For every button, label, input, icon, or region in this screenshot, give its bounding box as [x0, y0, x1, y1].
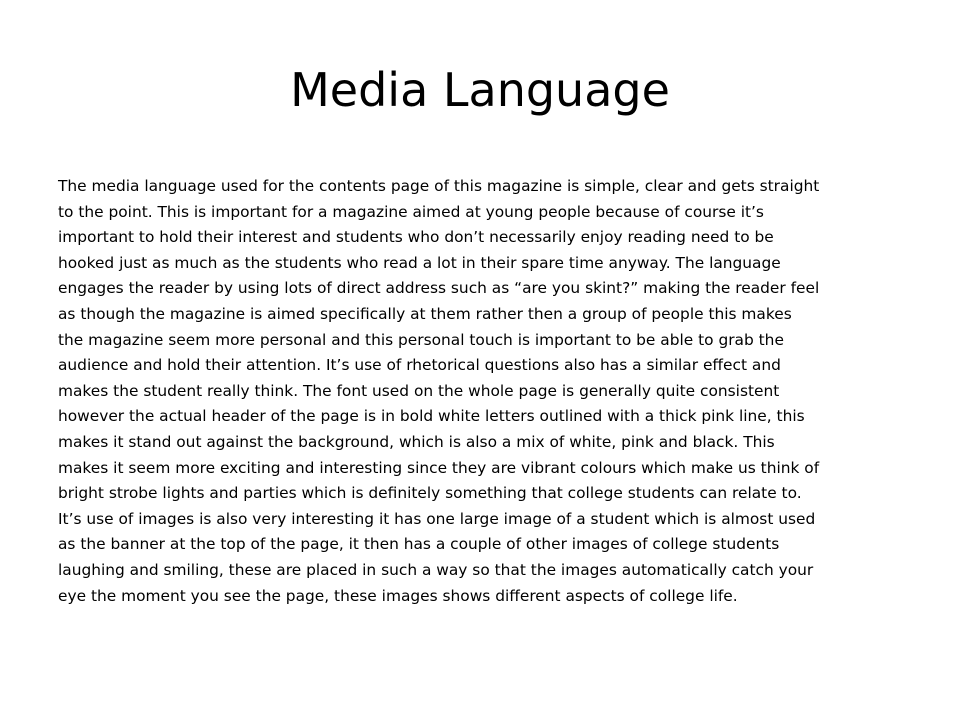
body-line: eye the moment you see the page, these images shows different aspects of college life. — [58, 586, 738, 605]
body-line: as though the magazine is aimed specifically at them rather then a group of people this makes — [58, 304, 792, 323]
body-line: bright strobe lights and parties which is definitely something that college students can relate to. — [58, 484, 802, 503]
body-line: makes it seem more exciting and interesting since they are vibrant colours which make us think of — [58, 458, 820, 477]
body-line: It’s use of images is also very interesting it has one large image of a student which is almost used — [58, 509, 816, 528]
body-line: audience and hold their attention. It’s use of rhetorical questions also has a similar effect and — [58, 356, 781, 375]
body-line: engages the reader by using lots of direct address such as “are you skint?” making the reader feel — [58, 279, 820, 298]
body-line: however the actual header of the page is in bold white letters outlined with a thick pink line, this — [58, 407, 805, 426]
slide-title: Media Language — [290, 63, 670, 117]
body-line: important to hold their interest and students who don’t necessarily enjoy reading need to be — [58, 228, 774, 247]
body-line: makes the student really think. The font used on the whole page is generally quite consistent — [58, 381, 780, 400]
body-line: to the point. This is important for a magazine aimed at young people because of course it’s — [58, 202, 764, 221]
body-line: The media language used for the contents page of this magazine is simple, clear and gets straight — [58, 177, 820, 195]
body-line: laughing and smiling, these are placed in such a way so that the images automatically catch your — [58, 560, 814, 579]
body-line: the magazine seem more personal and this personal touch is important to be able to grab the — [58, 330, 784, 349]
slide-body — [58, 174, 918, 609]
body-line: hooked just as much as the students who read a lot in their spare time anyway. The language — [58, 253, 781, 272]
body-line: as the banner at the top of the page, it then has a couple of other images of college students — [58, 535, 780, 554]
body-line: makes it stand out against the background, which is also a mix of white, pink and black. This — [58, 432, 775, 451]
